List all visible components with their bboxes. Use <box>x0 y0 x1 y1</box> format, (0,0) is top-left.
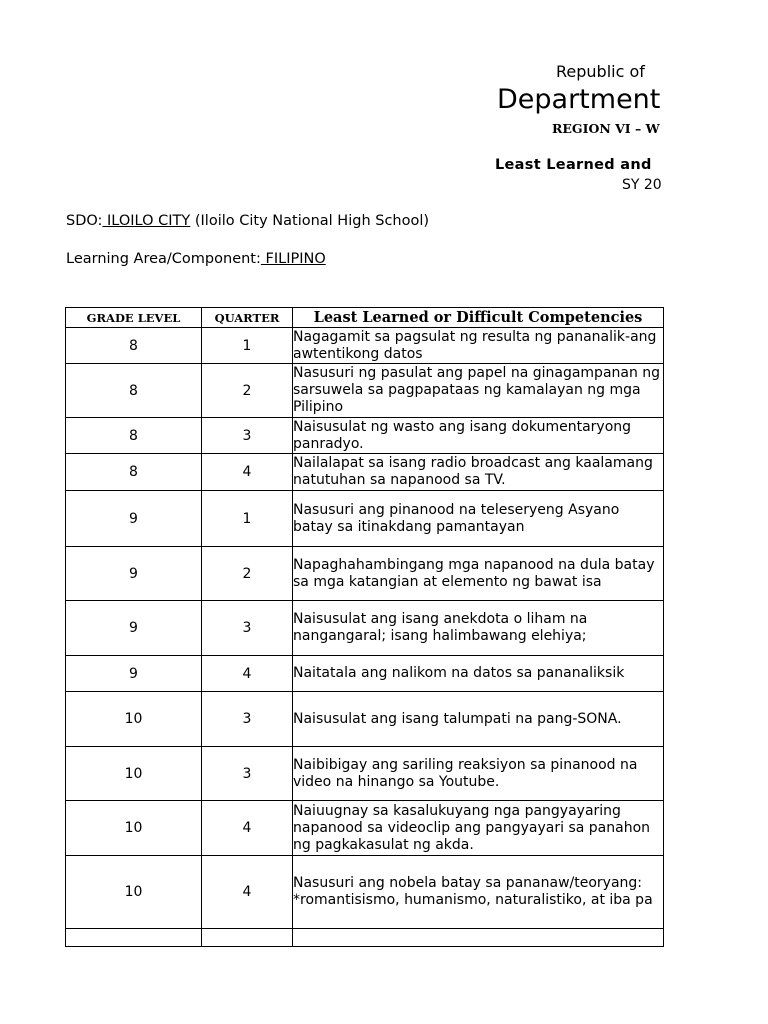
grade-cell: 9 <box>66 547 202 601</box>
table-row <box>66 547 664 601</box>
table-row <box>66 418 664 454</box>
competency-cell: Naisusulat ang isang anekdota o liham na nangangaral; isang halimbawang elehiya; <box>293 601 664 656</box>
quarter-cell: 4 <box>202 856 293 929</box>
competency-cell: Naiuugnay sa kasalukuyang nga pangyayaring napanood sa videoclip ang pangyayari sa panahon ng pagkakasulat ng akda. <box>293 801 664 856</box>
header-quarter: QUARTER <box>202 308 293 328</box>
table-row <box>66 801 664 856</box>
grade-cell: 10 <box>66 801 202 856</box>
competencies-table <box>65 307 664 947</box>
header-grade-level: GRADE LEVEL <box>66 308 202 328</box>
empty-cell <box>66 929 202 947</box>
table-header-row <box>66 308 664 328</box>
table-row <box>66 454 664 491</box>
sdo-line <box>66 213 429 229</box>
quarter-cell: 4 <box>202 801 293 856</box>
table-row <box>66 656 664 692</box>
grade-cell: 10 <box>66 692 202 747</box>
sdo-school: (Iloilo City National High School) <box>190 213 430 229</box>
quarter-cell: 1 <box>202 328 293 364</box>
competency-cell: Napaghahambingang mga napanood na dula batay sa mga katangian at elemento ng bawat isa <box>293 547 664 601</box>
grade-cell: 9 <box>66 491 202 547</box>
quarter-cell: 2 <box>202 547 293 601</box>
learning-area-value: FILIPINO <box>260 251 326 267</box>
table-row <box>66 692 664 747</box>
grade-cell: 10 <box>66 747 202 801</box>
school-year: SY 20 <box>622 177 662 193</box>
quarter-cell: 3 <box>202 747 293 801</box>
grade-cell: 8 <box>66 454 202 491</box>
grade-cell: 8 <box>66 418 202 454</box>
competency-cell: Naibibigay ang sariling reaksiyon sa pinanood na video na hinango sa Youtube. <box>293 747 664 801</box>
learning-area-label: Learning Area/Component: <box>66 251 261 267</box>
competency-cell: Nailalapat sa isang radio broadcast ang kaalamang natutuhan sa napanood sa TV. <box>293 454 664 491</box>
empty-cell <box>202 929 293 947</box>
competency-cell: Naitatala ang nalikom na datos sa pananaliksik <box>293 656 664 692</box>
table-row-empty <box>66 929 664 947</box>
document-title: Least Learned and <box>495 157 652 173</box>
table-row <box>66 364 664 418</box>
header-department: Department <box>497 84 661 115</box>
table-row <box>66 491 664 547</box>
quarter-cell: 3 <box>202 601 293 656</box>
grade-cell: 8 <box>66 364 202 418</box>
header-region: REGION VI – W <box>552 121 660 136</box>
table-row <box>66 747 664 801</box>
empty-cell <box>293 929 664 947</box>
grade-cell: 8 <box>66 328 202 364</box>
competency-cell: Nasusuri ang nobela batay sa pananaw/teoryang: *romantisismo, humanismo, naturalistiko, at iba pa <box>293 856 664 929</box>
header-competencies: Least Learned or Difficult Competencies <box>293 308 664 328</box>
competency-cell: Naisusulat ang isang talumpati na pang-SONA. <box>293 692 664 747</box>
table-row <box>66 328 664 364</box>
competency-cell: Naisusulat ng wasto ang isang dokumentaryong panradyo. <box>293 418 664 454</box>
competency-cell: Nasusuri ng pasulat ang papel na ginagampanan ng sarsuwela sa pagpapataas ng kamalayan ng mga Pilipino <box>293 364 664 418</box>
competency-cell: Nagagamit sa pagsulat ng resulta ng pananalik-ang awtentikong datos <box>293 328 664 364</box>
quarter-cell: 4 <box>202 454 293 491</box>
quarter-cell: 2 <box>202 364 293 418</box>
sdo-value: ILOILO CITY <box>102 213 191 229</box>
learning-area-line <box>66 251 326 267</box>
grade-cell: 9 <box>66 601 202 656</box>
sdo-label: SDO: <box>66 213 103 229</box>
table-row <box>66 856 664 929</box>
quarter-cell: 3 <box>202 692 293 747</box>
header-republic: Republic of <box>556 62 645 81</box>
grade-cell: 9 <box>66 656 202 692</box>
grade-cell: 10 <box>66 856 202 929</box>
quarter-cell: 4 <box>202 656 293 692</box>
quarter-cell: 3 <box>202 418 293 454</box>
table-row <box>66 601 664 656</box>
quarter-cell: 1 <box>202 491 293 547</box>
competency-cell: Nasusuri ang pinanood na teleseryeng Asyano batay sa itinakdang pamantayan <box>293 491 664 547</box>
